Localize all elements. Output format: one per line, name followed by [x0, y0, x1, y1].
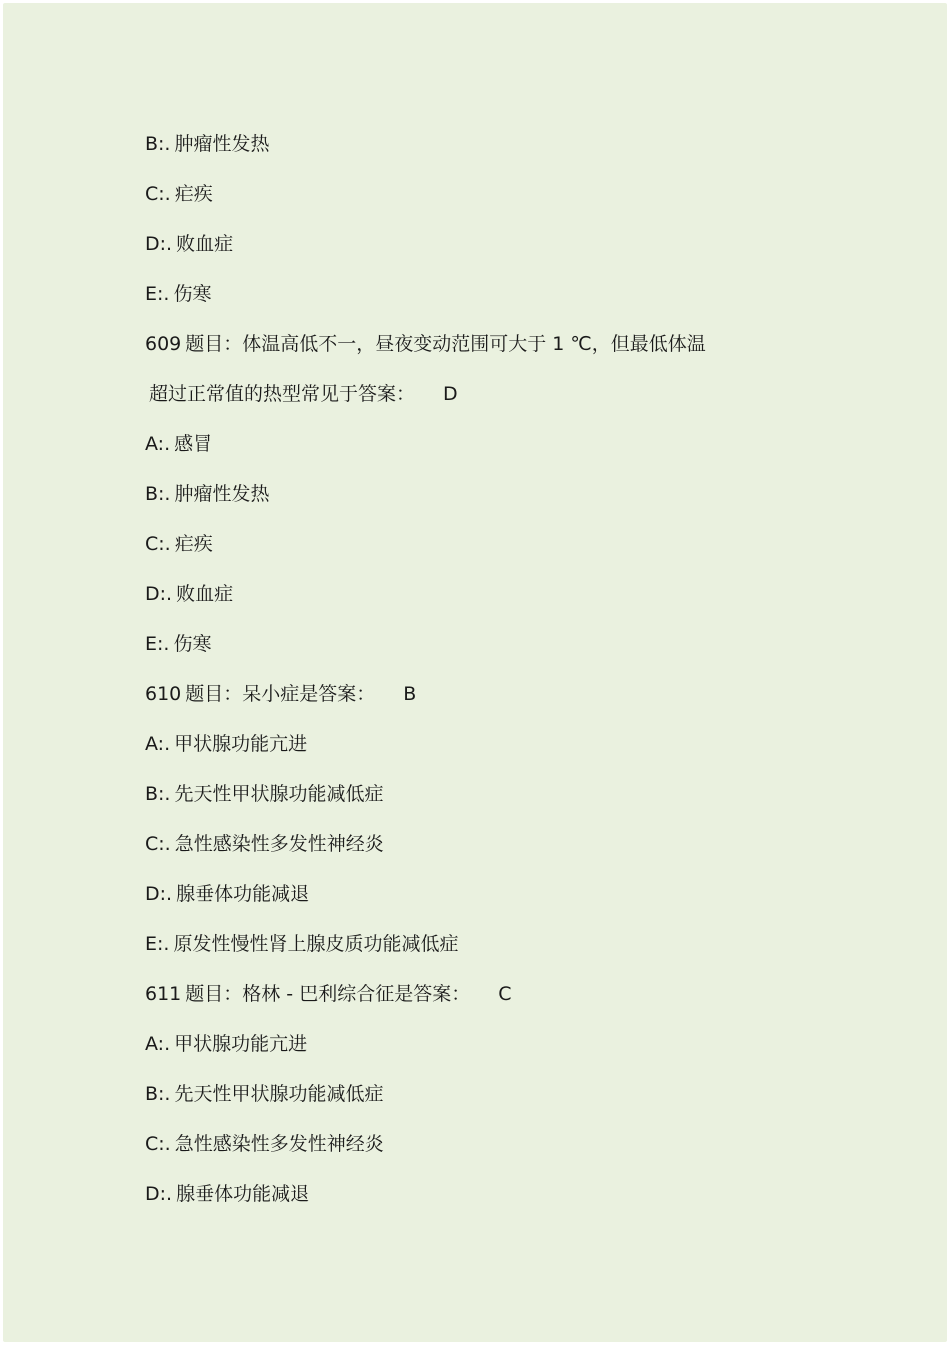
option-text: 伤寒	[173, 633, 212, 655]
list-item	[145, 1078, 845, 1128]
option-text: 腺垂体功能减退	[176, 883, 310, 905]
list-item	[145, 528, 845, 578]
option-label: B:.	[145, 783, 171, 805]
option-text: 甲状腺功能亢进	[174, 733, 308, 755]
question-line	[145, 328, 845, 378]
answer-letter: B	[403, 683, 417, 705]
option-text: 疟疾	[174, 533, 213, 555]
option-text: 伤寒	[173, 283, 212, 305]
option-label: C:.	[145, 833, 171, 855]
option-text: 败血症	[176, 583, 234, 605]
list-item	[145, 1178, 845, 1228]
option-label: B:.	[145, 133, 171, 155]
question-text: 题目：体温高低不一，昼夜变动范围可大于 1 ℃，但最低体温	[185, 333, 706, 355]
option-text: 败血症	[176, 233, 234, 255]
list-item	[145, 178, 845, 228]
document-page	[3, 3, 947, 1342]
option-label: E:.	[145, 283, 170, 305]
option-text: 先天性甲状腺功能减低症	[174, 1083, 384, 1105]
list-item	[145, 428, 845, 478]
option-text: 感冒	[174, 433, 213, 455]
list-item	[145, 578, 845, 628]
option-text: 原发性慢性肾上腺皮质功能减低症	[173, 933, 459, 955]
list-item	[145, 878, 845, 928]
option-text: 先天性甲状腺功能减低症	[174, 783, 384, 805]
list-item	[145, 628, 845, 678]
option-label: E:.	[145, 633, 170, 655]
option-text: 肿瘤性发热	[174, 483, 270, 505]
answer-letter: D	[443, 383, 458, 405]
option-label: C:.	[145, 533, 171, 555]
option-text: 腺垂体功能减退	[176, 1183, 310, 1205]
option-label: D:.	[145, 583, 173, 605]
option-label: D:.	[145, 233, 173, 255]
option-label: A:.	[145, 1033, 171, 1055]
list-item	[145, 128, 845, 178]
list-item	[145, 278, 845, 328]
question-number: 609	[145, 333, 182, 355]
list-item	[145, 778, 845, 828]
answer-letter: C	[498, 983, 512, 1005]
option-label: D:.	[145, 883, 173, 905]
list-item	[145, 228, 845, 278]
option-label: E:.	[145, 933, 170, 955]
option-label: D:.	[145, 1183, 173, 1205]
option-label: C:.	[145, 183, 171, 205]
question-number: 611	[145, 983, 182, 1005]
question-line	[145, 378, 845, 428]
option-text: 疟疾	[174, 183, 213, 205]
question-number: 610	[145, 683, 182, 705]
list-item	[145, 928, 845, 978]
question-text: 题目：格林 - 巴利综合征是答案：	[185, 983, 471, 1005]
option-label: A:.	[145, 733, 171, 755]
option-text: 甲状腺功能亢进	[174, 1033, 308, 1055]
question-line	[145, 678, 845, 728]
list-item	[145, 478, 845, 528]
option-text: 急性感染性多发性神经炎	[174, 833, 384, 855]
option-label: B:.	[145, 483, 171, 505]
list-item	[145, 728, 845, 778]
list-item	[145, 1128, 845, 1178]
option-label: C:.	[145, 1133, 171, 1155]
question-line	[145, 978, 845, 1028]
option-label: B:.	[145, 1083, 171, 1105]
list-item	[145, 828, 845, 878]
question-list	[145, 128, 845, 1228]
question-text: 题目：呆小症是答案：	[185, 683, 376, 705]
list-item	[145, 1028, 845, 1078]
option-label: A:.	[145, 433, 171, 455]
option-text: 急性感染性多发性神经炎	[174, 1133, 384, 1155]
question-text: 超过正常值的热型常见于答案：	[149, 383, 416, 405]
option-text: 肿瘤性发热	[174, 133, 270, 155]
